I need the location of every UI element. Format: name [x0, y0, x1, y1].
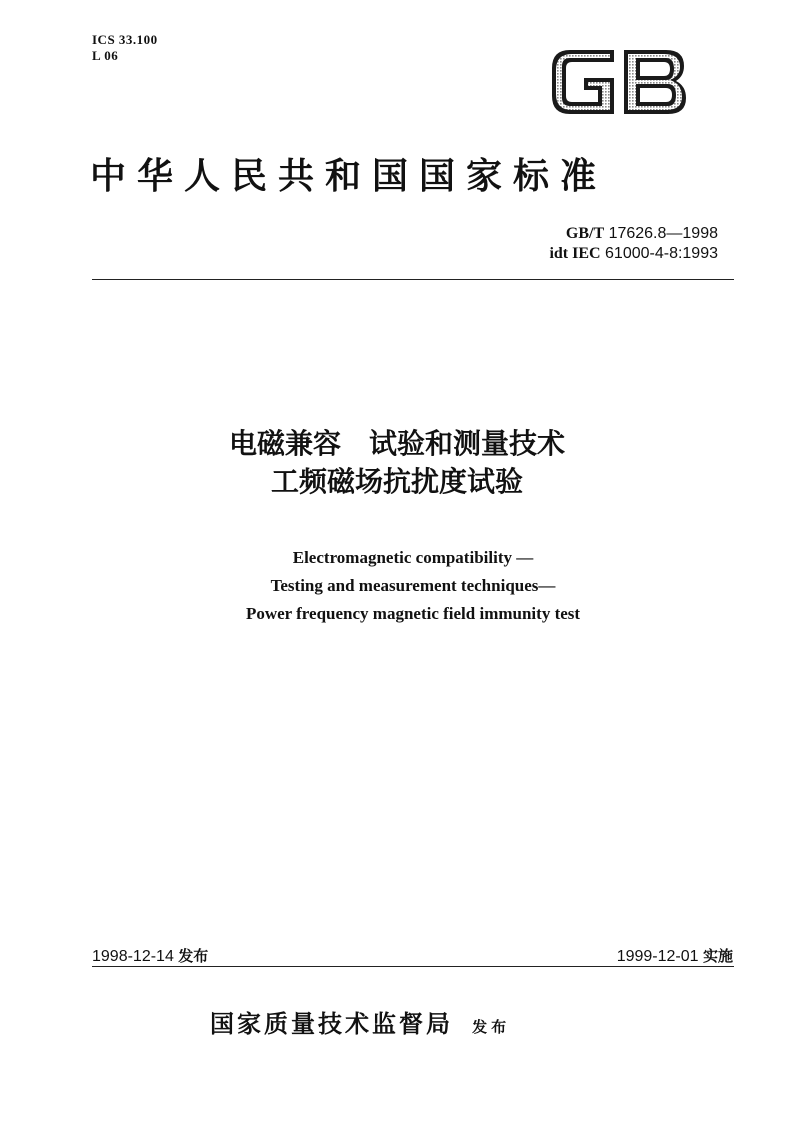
ics-code: ICS 33.100	[92, 32, 158, 47]
national-standard-title: 中华人民共和国国家标准	[90, 155, 608, 197]
issue-date	[92, 945, 208, 966]
english-title	[0, 544, 794, 628]
standard-number-block	[549, 224, 718, 264]
effective-date	[617, 945, 733, 966]
effective-date-value: 1999-12-01	[616, 948, 699, 965]
adoption-reference	[549, 244, 718, 264]
header-divider	[92, 279, 734, 280]
standard-number-prefix: GB/T	[565, 225, 605, 242]
standard-number	[549, 224, 718, 244]
publisher-action: 发布	[472, 1018, 511, 1036]
classification-codes	[92, 32, 158, 64]
standard-number-value: 17626.8—1998	[608, 225, 718, 242]
adoption-value: 61000-4-8:1993	[605, 245, 718, 262]
ccs-code: L 06	[92, 48, 119, 63]
english-title-line-2: Testing and measurement techniques—	[270, 576, 556, 595]
english-title-line-1: Electromagnetic compatibility —	[292, 548, 534, 567]
adoption-prefix: idt IEC	[549, 245, 601, 262]
chinese-title	[0, 425, 794, 501]
issue-date-label: 发布	[178, 947, 209, 965]
english-title-line-3: Power frequency magnetic field immunity test	[245, 604, 581, 623]
footer-divider	[92, 966, 734, 967]
publisher-org: 国家质量技术监督局	[210, 1009, 453, 1038]
gb-logo	[548, 46, 690, 118]
effective-date-label: 实施	[702, 947, 733, 965]
issue-date-value: 1998-12-14	[92, 948, 174, 965]
gb-logo-icon	[548, 46, 690, 118]
chinese-title-line-2: 工频磁场抗扰度试验	[270, 465, 523, 498]
chinese-title-line-1: 电磁兼容 试验和测量技术	[228, 427, 565, 460]
publisher	[210, 1004, 510, 1039]
